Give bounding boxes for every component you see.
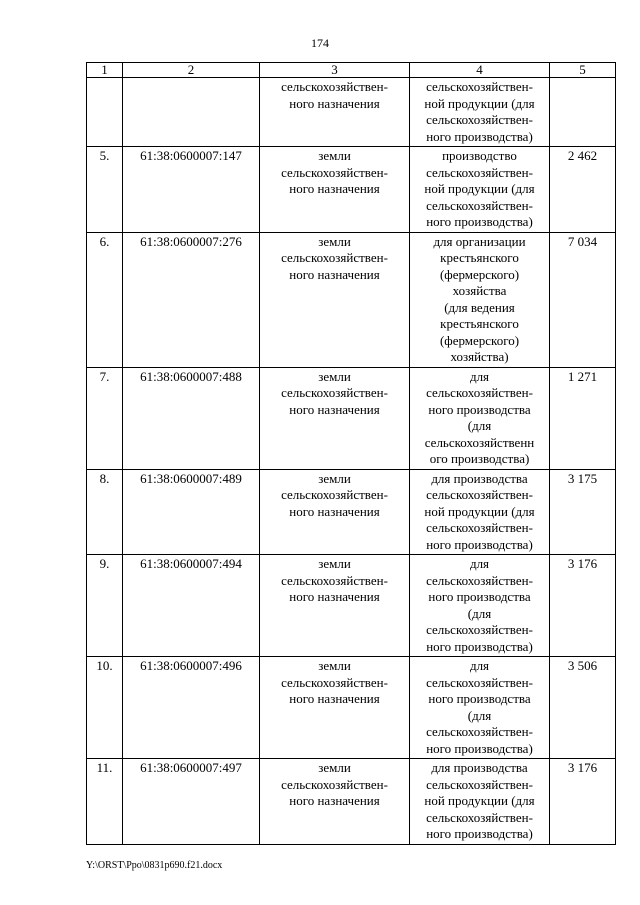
land-plots-table [86, 62, 616, 845]
row-number-cell [87, 78, 123, 147]
land-category-cell: земли сельскохозяйствен- ного назначения [260, 232, 410, 367]
land-category-cell: земли сельскохозяйствен- ного назначения [260, 555, 410, 657]
permitted-use-cell: для сельскохозяйствен- ного производства (для сельскохозяйственн ого производства) [410, 367, 550, 469]
row-number-cell: 10. [87, 657, 123, 759]
column-header-permitted-use: 4 [410, 63, 550, 78]
row-number-cell: 6. [87, 232, 123, 367]
row-number-cell: 7. [87, 367, 123, 469]
table-row [87, 759, 616, 845]
column-header-category: 3 [260, 63, 410, 78]
column-header-area: 5 [550, 63, 616, 78]
land-category-cell: земли сельскохозяйствен- ного назначения [260, 367, 410, 469]
permitted-use-cell: для сельскохозяйствен- ного производства (для сельскохозяйствен- ного производства) [410, 555, 550, 657]
permitted-use-cell: сельскохозяйствен- ной продукции (для сельскохозяйствен- ного производства) [410, 78, 550, 147]
area-cell: 3 176 [550, 759, 616, 845]
cadastral-number-cell: 61:38:0600007:276 [123, 232, 260, 367]
table-row [87, 469, 616, 555]
page-number: 174 [311, 36, 329, 50]
land-category-cell: сельскохозяйствен- ного назначения [260, 78, 410, 147]
area-cell: 7 034 [550, 232, 616, 367]
row-number-cell: 8. [87, 469, 123, 555]
permitted-use-cell: для сельскохозяйствен- ного производства (для сельскохозяйствен- ного производства) [410, 657, 550, 759]
table-header-row [87, 63, 616, 78]
column-header-cadastral: 2 [123, 63, 260, 78]
land-category-cell: земли сельскохозяйствен- ного назначения [260, 657, 410, 759]
land-category-cell: земли сельскохозяйствен- ного назначения [260, 759, 410, 845]
cadastral-number-cell: 61:38:0600007:147 [123, 147, 260, 233]
area-cell: 3 176 [550, 555, 616, 657]
area-cell [550, 78, 616, 147]
cadastral-number-cell [123, 78, 260, 147]
permitted-use-cell: для производства сельскохозяйствен- ной продукции (для сельскохозяйствен- ного производства) [410, 759, 550, 845]
table-row [87, 232, 616, 367]
area-cell: 1 271 [550, 367, 616, 469]
land-category-cell: земли сельскохозяйствен- ного назначения [260, 147, 410, 233]
cadastral-number-cell: 61:38:0600007:489 [123, 469, 260, 555]
cadastral-number-cell: 61:38:0600007:496 [123, 657, 260, 759]
cadastral-number-cell: 61:38:0600007:497 [123, 759, 260, 845]
permitted-use-cell: производство сельскохозяйствен- ной продукции (для сельскохозяйствен- ного производства) [410, 147, 550, 233]
table-row [87, 147, 616, 233]
table-row [87, 657, 616, 759]
table-row [87, 367, 616, 469]
footer-file-path: Y:\ORST\Ppo\0831p690.f21.docx [86, 860, 223, 871]
area-cell: 3 506 [550, 657, 616, 759]
table-row [87, 555, 616, 657]
cadastral-number-cell: 61:38:0600007:488 [123, 367, 260, 469]
row-number-cell: 5. [87, 147, 123, 233]
table-row [87, 78, 616, 147]
permitted-use-cell: для организации крестьянского (фермерского) хозяйства (для ведения крестьянского (фермерского) хозяйства) [410, 232, 550, 367]
column-header-number: 1 [87, 63, 123, 78]
area-cell: 2 462 [550, 147, 616, 233]
row-number-cell: 11. [87, 759, 123, 845]
land-category-cell: земли сельскохозяйствен- ного назначения [260, 469, 410, 555]
cadastral-number-cell: 61:38:0600007:494 [123, 555, 260, 657]
permitted-use-cell: для производства сельскохозяйствен- ной продукции (для сельскохозяйствен- ного производства) [410, 469, 550, 555]
row-number-cell: 9. [87, 555, 123, 657]
area-cell: 3 175 [550, 469, 616, 555]
